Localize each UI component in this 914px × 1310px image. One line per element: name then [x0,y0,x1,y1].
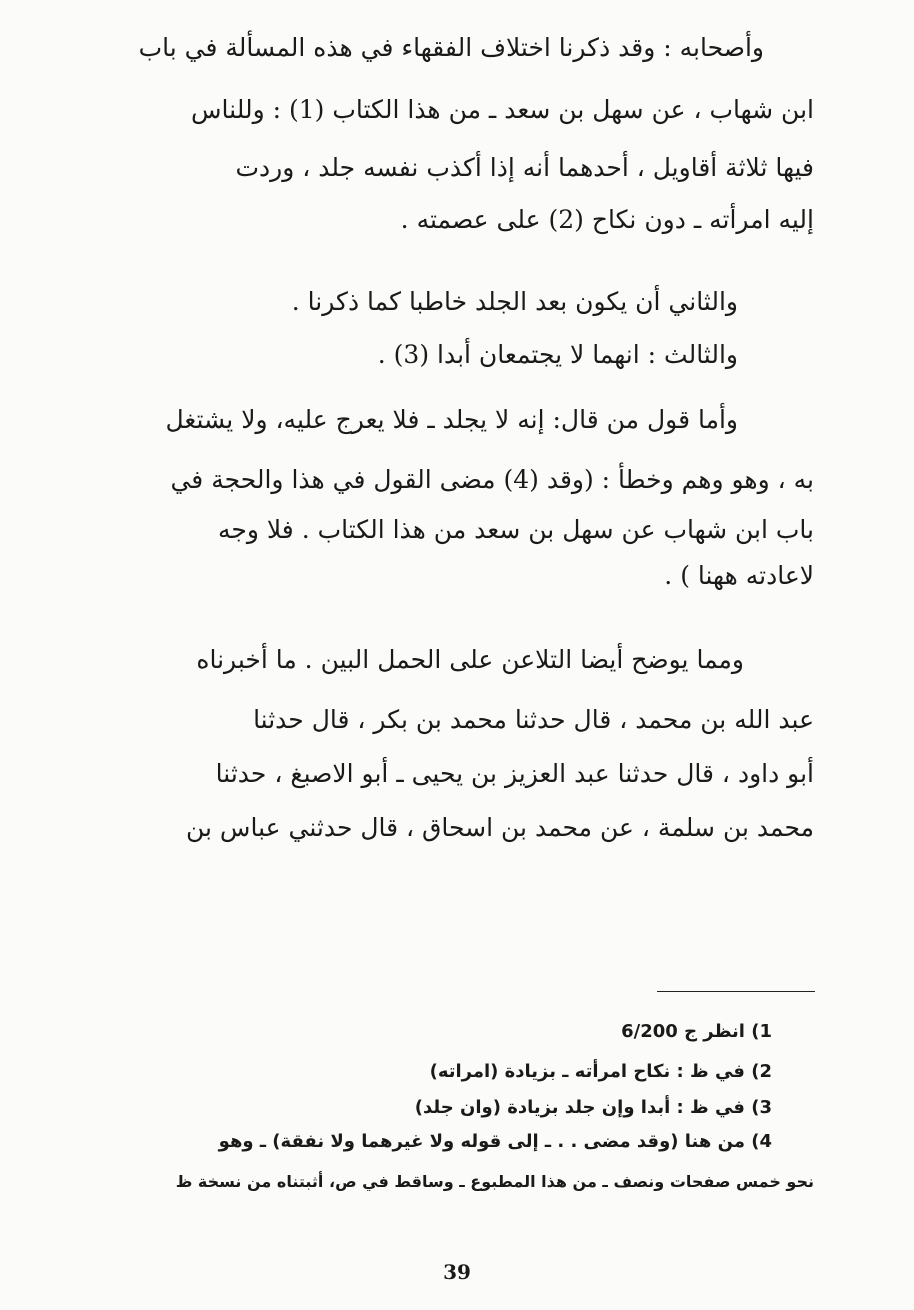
paragraph-1-line-3: فيها ثلاثة أقاويل ، أحدهما أنه إذا أكذب نفسه جلد ، وردت [235,153,814,182]
paragraph-4-line-1: وأما قول من قال: إنه لا يجلد ـ فلا يعرج عليه، ولا يشتغل [165,405,738,434]
page-number: 39 [443,1260,471,1284]
footnote-4-line-1: 4) من هنا (وقد مضى . . ـ إلى قوله ولا غيرهما ولا نفقة) ـ وهو [218,1131,772,1152]
footnote-separator [657,991,815,992]
paragraph-1-line-2: ابن شهاب ، عن سهل بن سعد ـ من هذا الكتاب (1) : وللناس [191,95,814,124]
paragraph-5-line-2: عبد الله بن محمد ، قال حدثنا محمد بن بكر ، قال حدثنا [253,705,814,734]
paragraph-3: والثالث : انهما لا يجتمعان أبدا (3) . [377,340,738,369]
paragraph-4-line-2: به ، وهو وهم وخطأ : (وقد (4) مضى القول في هذا والحجة في [170,465,814,494]
footnote-4-line-2: نحو خمس صفحات ونصف ـ من هذا المطبوع ـ وساقط في ص، أثبتناه من نسخة ظ [175,1172,814,1191]
paragraph-1-line-1: وأصحابه : وقد ذكرنا اختلاف الفقهاء في هذه المسألة في باب [138,33,764,62]
paragraph-5-line-1: ومما يوضح أيضا التلاعن على الحمل البين . ما أخبرناه [196,645,744,674]
footnote-2: 2) في ظ : نكاح امرأته ـ بزيادة (امراته) [429,1061,772,1082]
paragraph-4-line-4: لاعادته ههنا ) . [664,561,814,590]
paragraph-5-line-4: محمد بن سلمة ، عن محمد بن اسحاق ، قال حدثني عباس بن [186,813,814,842]
footnote-3: 3) في ظ : أبدا وإن جلد بزيادة (وان جلد) [414,1097,772,1118]
footnote-1: 1) انظر ج 6/200 [621,1021,772,1042]
paragraph-1-line-4: إليه امرأته ـ دون نكاح (2) على عصمته . [400,205,814,234]
paragraph-4-line-3: باب ابن شهاب عن سهل بن سعد من هذا الكتاب . فلا وجه [218,515,814,544]
paragraph-5-line-3: أبو داود ، قال حدثنا عبد العزيز بن يحيى ـ أبو الاصبغ ، حدثنا [215,759,814,788]
paragraph-2: والثاني أن يكون بعد الجلد خاطبا كما ذكرنا . [291,287,738,316]
